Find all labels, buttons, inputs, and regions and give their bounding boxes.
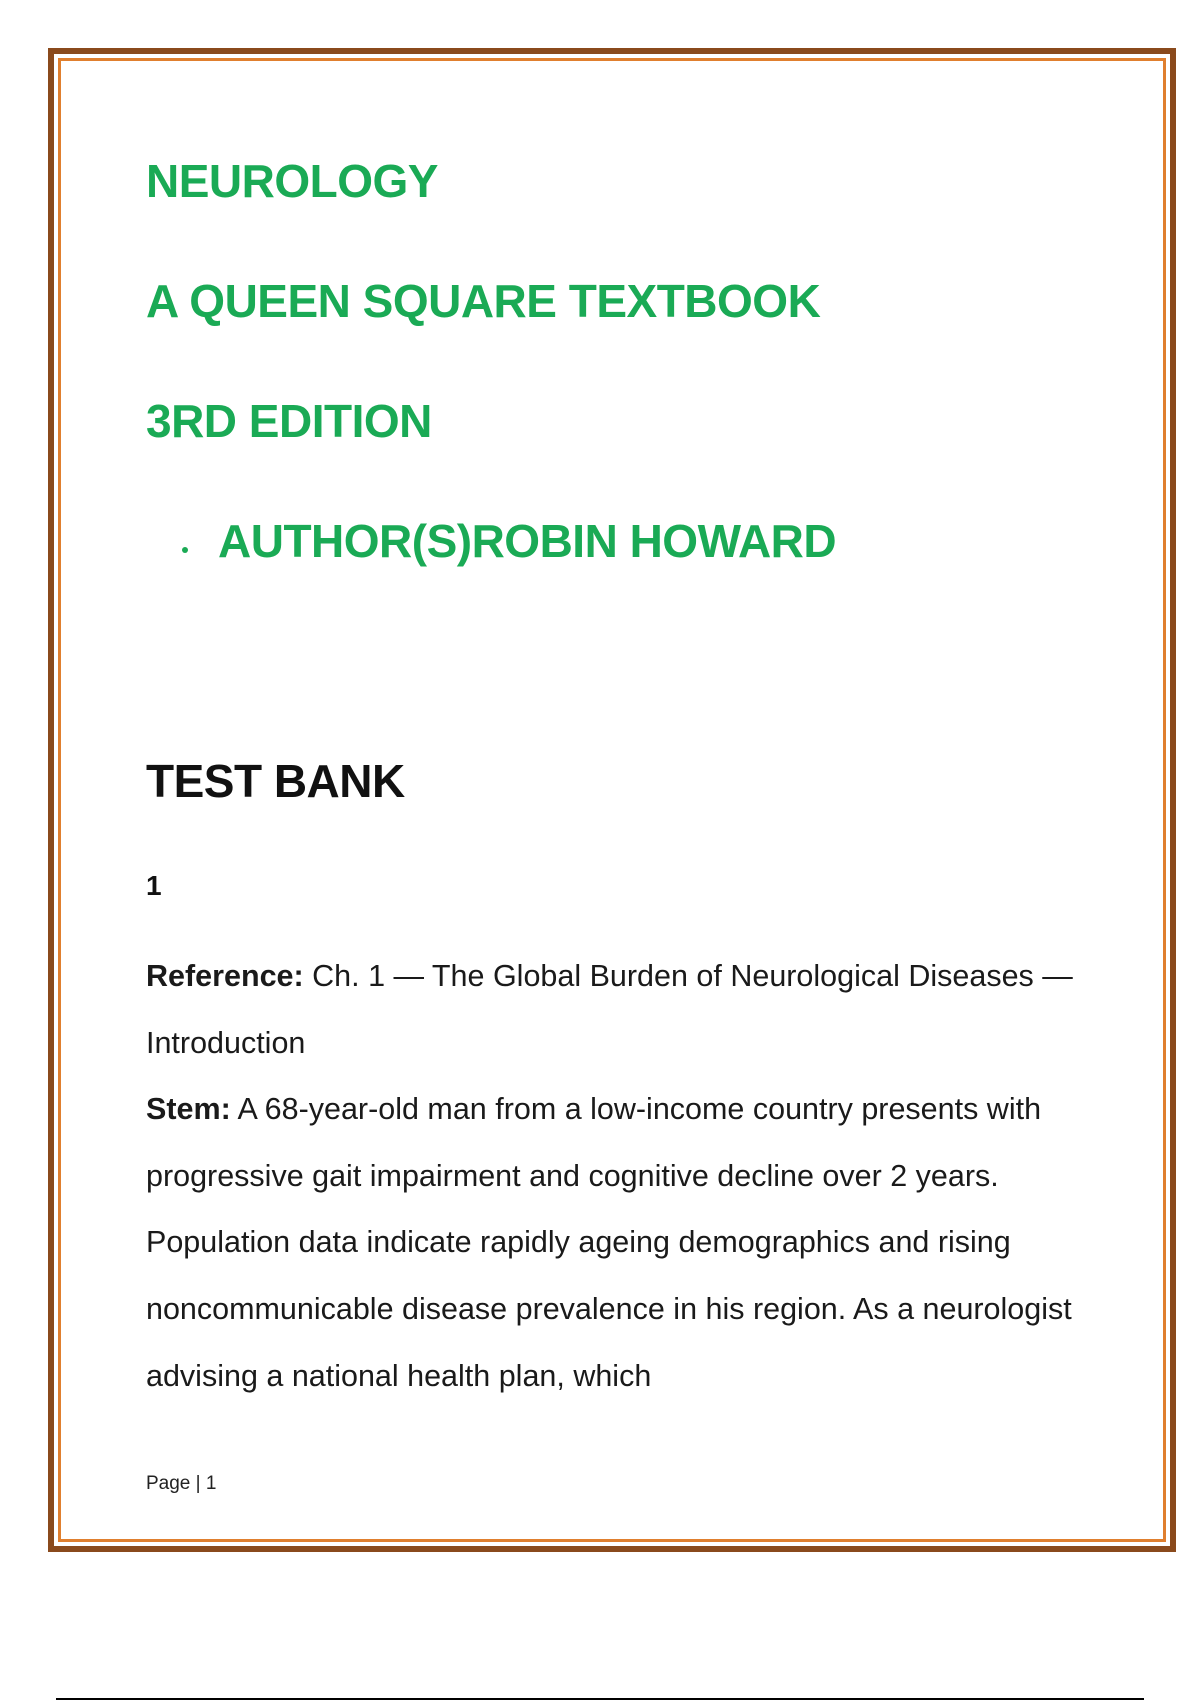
question-reference (146, 943, 1091, 1076)
author-list-item (182, 515, 837, 567)
question-stem (146, 1076, 1091, 1409)
bullet-icon (182, 547, 188, 553)
book-edition: 3RD EDITION (146, 395, 432, 447)
reference-label: Reference: (146, 959, 304, 993)
book-author: AUTHOR(S)ROBIN HOWARD (218, 515, 837, 567)
question-number: 1 (146, 870, 162, 901)
section-heading: TEST BANK (146, 755, 405, 807)
book-subtitle: A QUEEN SQUARE TEXTBOOK (146, 275, 821, 327)
page-number: Page | 1 (146, 1473, 217, 1494)
question-body (146, 943, 1091, 1409)
reference-text: Ch. 1 — The Global Burden of Neurological Diseases — Introduction (146, 959, 1073, 1060)
stem-text: A 68-year-old man from a low-income country presents with progressive gait impairment and cognitive decline over 2 years. Population data indicate rapidly ageing demographics and rising noncommunicable disease prevalence in his region. As a neurologist advising a national health plan, which (146, 1092, 1072, 1393)
book-title: NEUROLOGY (146, 155, 438, 207)
stem-label: Stem: (146, 1092, 231, 1127)
